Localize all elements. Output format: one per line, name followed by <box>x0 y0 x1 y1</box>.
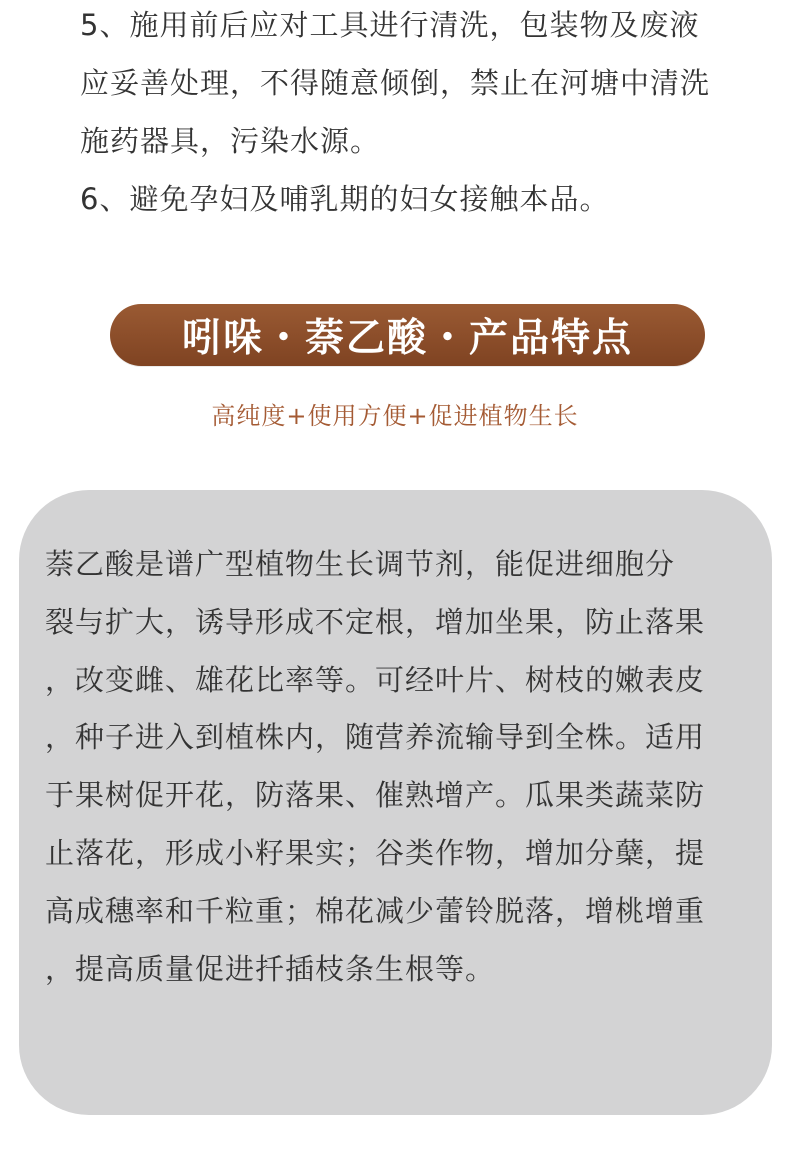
description-line: 萘乙酸是谱广型植物生长调节剂，能促进细胞分 <box>45 547 676 581</box>
description-line: 于果树促开花，防落果、催熟增产。瓜果类蔬菜防 <box>45 778 706 813</box>
description-line: ，改变雌、雄花比率等。可经叶片、树枝的嫩表皮 <box>45 662 706 697</box>
note-line: 施药器具，污染水源。 <box>80 124 381 158</box>
note-line: 应妥善处理，不得随意倾倒，禁止在河塘中清洗 <box>80 66 711 100</box>
section-title-banner <box>110 304 705 366</box>
section-title: 吲哚・萘乙酸・产品特点 <box>181 316 633 361</box>
description-line: 止落花，形成小籽果实；谷类作物，增加分蘖，提 <box>45 835 706 870</box>
note-line: 5、施用前后应对工具进行清洗，包装物及废液 <box>80 8 700 42</box>
description-card <box>19 490 772 1115</box>
feature-subtitle: 高纯度+使用方便+促进植物生长 <box>211 402 579 430</box>
description-line: ，提高质量促进扦插枝条生根等。 <box>45 951 496 986</box>
note-line: 6、避免孕妇及哺乳期的妇女接触本品。 <box>80 182 610 216</box>
description-line: ，种子进入到植株内，随营养流输导到全株。适用 <box>45 720 706 755</box>
usage-notes <box>80 0 770 228</box>
description-line: 裂与扩大，诱导形成不定根，增加坐果，防止落果 <box>45 604 706 639</box>
description-text <box>45 536 755 998</box>
description-line: 高成穗率和千粒重；棉花减少蕾铃脱落，增桃增重 <box>45 893 706 928</box>
